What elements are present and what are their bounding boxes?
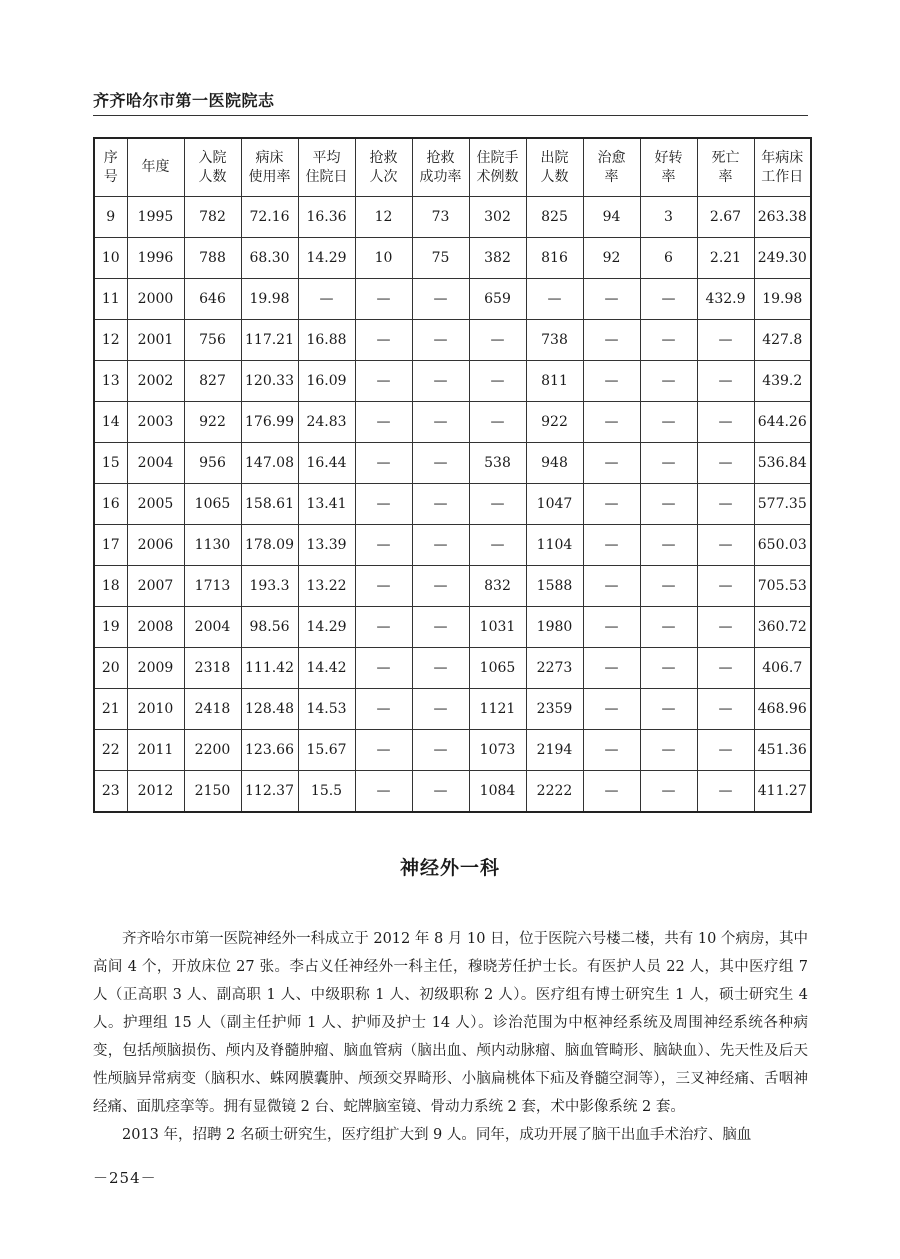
- table-cell: 13.41: [298, 484, 355, 525]
- table-cell: —: [697, 361, 754, 402]
- table-cell: 112.37: [241, 771, 298, 813]
- table-cell: 73: [412, 197, 469, 238]
- table-cell: 825: [526, 197, 583, 238]
- table-cell: 128.48: [241, 689, 298, 730]
- table-cell: 16.88: [298, 320, 355, 361]
- table-cell: —: [412, 771, 469, 813]
- column-header-line: 率: [604, 168, 619, 185]
- table-cell: 16.44: [298, 443, 355, 484]
- table-row: [94, 648, 811, 689]
- table-cell: —: [412, 566, 469, 607]
- table-cell: —: [640, 361, 697, 402]
- table-cell: —: [355, 648, 412, 689]
- table-cell: 302: [469, 197, 526, 238]
- table-cell: 832: [469, 566, 526, 607]
- table-cell: 16.09: [298, 361, 355, 402]
- column-header: [583, 138, 640, 197]
- table-cell: —: [583, 648, 640, 689]
- table-cell: —: [640, 771, 697, 813]
- table-cell: 15: [94, 443, 127, 484]
- table-row: [94, 525, 811, 566]
- table-cell: 11: [94, 279, 127, 320]
- table-cell: —: [583, 320, 640, 361]
- table-cell: —: [469, 525, 526, 566]
- table-cell: —: [697, 402, 754, 443]
- table-header-row: [94, 138, 811, 197]
- table-cell: 577.35: [754, 484, 811, 525]
- table-cell: 13: [94, 361, 127, 402]
- column-header: [640, 138, 697, 197]
- table-cell: —: [412, 443, 469, 484]
- table-cell: —: [355, 607, 412, 648]
- table-cell: 1065: [469, 648, 526, 689]
- header-rule: [93, 115, 808, 116]
- table-cell: —: [355, 730, 412, 771]
- table-cell: 22: [94, 730, 127, 771]
- table-cell: 9: [94, 197, 127, 238]
- table-cell: —: [412, 484, 469, 525]
- table-cell: —: [583, 566, 640, 607]
- table-cell: 738: [526, 320, 583, 361]
- section-body: [93, 925, 808, 1149]
- table-cell: 432.9: [697, 279, 754, 320]
- table-cell: 263.38: [754, 197, 811, 238]
- table-cell: 922: [184, 402, 241, 443]
- table-cell: 13.22: [298, 566, 355, 607]
- table-cell: 1996: [127, 238, 184, 279]
- table-cell: —: [697, 566, 754, 607]
- table-cell: 158.61: [241, 484, 298, 525]
- table-row: [94, 361, 811, 402]
- table-cell: 922: [526, 402, 583, 443]
- table-cell: 14.29: [298, 238, 355, 279]
- table-cell: 176.99: [241, 402, 298, 443]
- column-header-line: 住院手: [476, 149, 519, 166]
- table-cell: —: [583, 361, 640, 402]
- table-cell: 2222: [526, 771, 583, 813]
- table-cell: —: [355, 525, 412, 566]
- table-cell: 111.42: [241, 648, 298, 689]
- table-row: [94, 320, 811, 361]
- table-cell: 1065: [184, 484, 241, 525]
- table-row: [94, 197, 811, 238]
- table-cell: 3: [640, 197, 697, 238]
- table-cell: 2318: [184, 648, 241, 689]
- table-cell: —: [355, 402, 412, 443]
- table-cell: 147.08: [241, 443, 298, 484]
- table-cell: —: [640, 525, 697, 566]
- table-cell: —: [697, 689, 754, 730]
- table-cell: 12: [94, 320, 127, 361]
- table-cell: 2005: [127, 484, 184, 525]
- table-cell: 788: [184, 238, 241, 279]
- table-row: [94, 279, 811, 320]
- table-cell: 644.26: [754, 402, 811, 443]
- table-cell: 98.56: [241, 607, 298, 648]
- table-cell: —: [640, 730, 697, 771]
- table-cell: —: [697, 484, 754, 525]
- section-title: 神经外一科: [399, 857, 500, 879]
- table-cell: —: [583, 484, 640, 525]
- table-cell: 439.2: [754, 361, 811, 402]
- table-cell: —: [526, 279, 583, 320]
- table-cell: —: [583, 443, 640, 484]
- table-cell: 10: [355, 238, 412, 279]
- table-cell: —: [298, 279, 355, 320]
- column-header: [697, 138, 754, 197]
- table-cell: —: [640, 484, 697, 525]
- table-cell: 382: [469, 238, 526, 279]
- table-row: [94, 771, 811, 813]
- column-header: [754, 138, 811, 197]
- table-cell: 1047: [526, 484, 583, 525]
- table-cell: 14: [94, 402, 127, 443]
- table-cell: 2418: [184, 689, 241, 730]
- table-cell: 2008: [127, 607, 184, 648]
- table-cell: —: [469, 402, 526, 443]
- paragraph: 齐齐哈尔市第一医院神经外一科成立于 2012 年 8 月 10 日，位于医院六号楼二楼，共有 10 个病房，其中高间 4 个，开放床位 27 张。李占义任神经外一科主任，穆晓芳任护士长。有医护人员 22 人，其中医疗组 7 人（正高职 3 人、副高职 1 人、中级职称 1 人、初级职称 2 人）。医疗组有博士研究生 1 人，硕士研究生 4 人。护理组 15 人（副主任护师 1 人、护师及护士 14 人）。诊治范围为中枢神经系统及周围神经系统各种病变，包括颅脑损伤、颅内及脊髓肿瘤、脑血管病（脑出血、颅内动脉瘤、脑血管畸形、脑缺血）、先天性及后天性颅脑异常病变（脑积水、蛛网膜囊肿、颅颈交界畸形、小脑扁桃体下疝及脊髓空洞等），三叉神经痛、舌咽神经痛、面肌痉挛等。拥有显微镜 2 台、蛇牌脑室镜、骨动力系统 2 套，术中影像系统 2 套。: [93, 931, 808, 1115]
- table-row: [94, 607, 811, 648]
- column-header-line: 术例数: [476, 168, 519, 185]
- column-header: [355, 138, 412, 197]
- table-cell: 427.8: [754, 320, 811, 361]
- table-cell: 2007: [127, 566, 184, 607]
- column-header-line: 病床: [255, 149, 284, 166]
- table-cell: —: [412, 320, 469, 361]
- table-row: [94, 484, 811, 525]
- table-cell: —: [412, 525, 469, 566]
- column-header-line: 人次: [369, 168, 398, 185]
- column-header: [469, 138, 526, 197]
- table-cell: 2194: [526, 730, 583, 771]
- column-header: [412, 138, 469, 197]
- table-cell: 14.53: [298, 689, 355, 730]
- table-cell: 1084: [469, 771, 526, 813]
- table-cell: 650.03: [754, 525, 811, 566]
- table-cell: 2010: [127, 689, 184, 730]
- table-cell: 2012: [127, 771, 184, 813]
- table-row: [94, 238, 811, 279]
- column-header-line: 序: [103, 149, 118, 166]
- table-cell: 2003: [127, 402, 184, 443]
- table-cell: —: [412, 279, 469, 320]
- paragraph: 2013 年，招聘 2 名硕士研究生，医疗组扩大到 9 人。同年，成功开展了脑干出血手术治疗、脑血: [122, 1127, 752, 1143]
- table-cell: —: [640, 689, 697, 730]
- table-cell: 15.67: [298, 730, 355, 771]
- table-cell: 2359: [526, 689, 583, 730]
- table-cell: 2002: [127, 361, 184, 402]
- table-cell: —: [697, 730, 754, 771]
- table-cell: 16: [94, 484, 127, 525]
- table-cell: 193.3: [241, 566, 298, 607]
- table-cell: 2001: [127, 320, 184, 361]
- table-cell: —: [583, 771, 640, 813]
- table-cell: —: [412, 402, 469, 443]
- column-header-line: 工作日: [761, 168, 804, 185]
- table-cell: 948: [526, 443, 583, 484]
- table-cell: 659: [469, 279, 526, 320]
- table-cell: 19: [94, 607, 127, 648]
- table-cell: 92: [583, 238, 640, 279]
- table-cell: 468.96: [754, 689, 811, 730]
- table-cell: 1588: [526, 566, 583, 607]
- table-cell: 2.67: [697, 197, 754, 238]
- table-cell: —: [697, 648, 754, 689]
- table-cell: —: [469, 361, 526, 402]
- table-cell: —: [697, 771, 754, 813]
- column-header-line: 率: [718, 168, 733, 185]
- column-header: [184, 138, 241, 197]
- table-cell: 12: [355, 197, 412, 238]
- table-cell: 411.27: [754, 771, 811, 813]
- table-cell: —: [355, 771, 412, 813]
- table-cell: 1980: [526, 607, 583, 648]
- table-cell: 123.66: [241, 730, 298, 771]
- column-header-line: 抢救: [369, 149, 398, 166]
- running-header: 齐齐哈尔市第一医院院志: [93, 91, 275, 110]
- table-cell: 2009: [127, 648, 184, 689]
- table-cell: 705.53: [754, 566, 811, 607]
- table-cell: 24.83: [298, 402, 355, 443]
- table-cell: —: [355, 320, 412, 361]
- table-cell: —: [355, 279, 412, 320]
- table-cell: —: [412, 361, 469, 402]
- table-cell: —: [355, 361, 412, 402]
- table-cell: —: [469, 320, 526, 361]
- column-header-line: 号: [103, 168, 118, 185]
- table-cell: 178.09: [241, 525, 298, 566]
- table-cell: 1031: [469, 607, 526, 648]
- column-header-line: 好转: [654, 149, 683, 166]
- table-cell: —: [583, 525, 640, 566]
- column-header-line: 使用率: [248, 168, 291, 185]
- column-header-line: 抢救: [426, 149, 455, 166]
- table-cell: —: [640, 279, 697, 320]
- table-cell: —: [355, 443, 412, 484]
- table-cell: —: [412, 648, 469, 689]
- table-cell: 19.98: [241, 279, 298, 320]
- table-cell: 451.36: [754, 730, 811, 771]
- table-cell: 538: [469, 443, 526, 484]
- table-cell: 2150: [184, 771, 241, 813]
- table-cell: 19.98: [754, 279, 811, 320]
- table-cell: 117.21: [241, 320, 298, 361]
- table-cell: 14.29: [298, 607, 355, 648]
- table-cell: —: [583, 730, 640, 771]
- table-cell: 956: [184, 443, 241, 484]
- column-header: [298, 138, 355, 197]
- table-row: [94, 443, 811, 484]
- table-cell: —: [355, 484, 412, 525]
- table-cell: 16.36: [298, 197, 355, 238]
- column-header-line: 出院: [540, 149, 569, 166]
- table-row: [94, 730, 811, 771]
- table-cell: —: [469, 484, 526, 525]
- column-header-line: 成功率: [419, 168, 462, 185]
- table-cell: 1995: [127, 197, 184, 238]
- column-header-line: 年病床: [761, 149, 804, 166]
- table-cell: —: [697, 607, 754, 648]
- table-cell: 21: [94, 689, 127, 730]
- table-cell: 811: [526, 361, 583, 402]
- column-header-line: 平均: [312, 149, 341, 166]
- column-header: [94, 138, 127, 197]
- table-cell: 646: [184, 279, 241, 320]
- table-cell: —: [412, 689, 469, 730]
- table-cell: 68.30: [241, 238, 298, 279]
- column-header-line: 入院: [198, 149, 227, 166]
- table-cell: —: [640, 443, 697, 484]
- table-cell: —: [355, 689, 412, 730]
- table-cell: —: [640, 607, 697, 648]
- table-cell: 1130: [184, 525, 241, 566]
- column-header-line: 人数: [198, 168, 227, 185]
- table-cell: —: [412, 607, 469, 648]
- table-cell: —: [583, 689, 640, 730]
- table-cell: 1073: [469, 730, 526, 771]
- table-cell: 2006: [127, 525, 184, 566]
- table-cell: 249.30: [754, 238, 811, 279]
- statistics-table: [93, 137, 812, 813]
- table-cell: 2004: [127, 443, 184, 484]
- table-cell: 536.84: [754, 443, 811, 484]
- column-header-line: 率: [661, 168, 676, 185]
- page-number: －254－: [93, 1169, 157, 1187]
- table-cell: 2.21: [697, 238, 754, 279]
- table-cell: 2004: [184, 607, 241, 648]
- table-cell: —: [640, 566, 697, 607]
- table-cell: 816: [526, 238, 583, 279]
- table-cell: 14.42: [298, 648, 355, 689]
- table-cell: 2011: [127, 730, 184, 771]
- table-cell: 2200: [184, 730, 241, 771]
- table-cell: 20: [94, 648, 127, 689]
- column-header-line: 治愈: [597, 149, 626, 166]
- table-body: [94, 197, 811, 813]
- table-cell: 406.7: [754, 648, 811, 689]
- column-header: [241, 138, 298, 197]
- column-header: [127, 138, 184, 197]
- table-cell: 23: [94, 771, 127, 813]
- table-cell: 1713: [184, 566, 241, 607]
- table-cell: 756: [184, 320, 241, 361]
- column-header: [526, 138, 583, 197]
- table-row: [94, 689, 811, 730]
- table-cell: —: [640, 320, 697, 361]
- table-cell: 1104: [526, 525, 583, 566]
- table-cell: 2273: [526, 648, 583, 689]
- column-header-line: 住院日: [305, 168, 348, 185]
- table-cell: —: [640, 648, 697, 689]
- table-cell: —: [697, 443, 754, 484]
- table-cell: 72.16: [241, 197, 298, 238]
- table-cell: —: [697, 525, 754, 566]
- table-cell: —: [355, 566, 412, 607]
- table-cell: 13.39: [298, 525, 355, 566]
- table-cell: 1121: [469, 689, 526, 730]
- table-cell: 94: [583, 197, 640, 238]
- table-cell: 17: [94, 525, 127, 566]
- column-header-line: 人数: [540, 168, 569, 185]
- table-cell: —: [583, 607, 640, 648]
- table-cell: 827: [184, 361, 241, 402]
- table-cell: 75: [412, 238, 469, 279]
- table-cell: —: [583, 402, 640, 443]
- table-cell: 120.33: [241, 361, 298, 402]
- table-cell: 6: [640, 238, 697, 279]
- column-header-line: 年度: [141, 159, 170, 175]
- table-cell: —: [583, 279, 640, 320]
- table-cell: —: [412, 730, 469, 771]
- table-row: [94, 566, 811, 607]
- table-cell: 360.72: [754, 607, 811, 648]
- table-cell: 782: [184, 197, 241, 238]
- table-cell: —: [640, 402, 697, 443]
- table-cell: —: [697, 320, 754, 361]
- table-cell: 2000: [127, 279, 184, 320]
- column-header-line: 死亡: [711, 149, 740, 166]
- table-cell: 15.5: [298, 771, 355, 813]
- table-cell: 10: [94, 238, 127, 279]
- table-cell: 18: [94, 566, 127, 607]
- table-row: [94, 402, 811, 443]
